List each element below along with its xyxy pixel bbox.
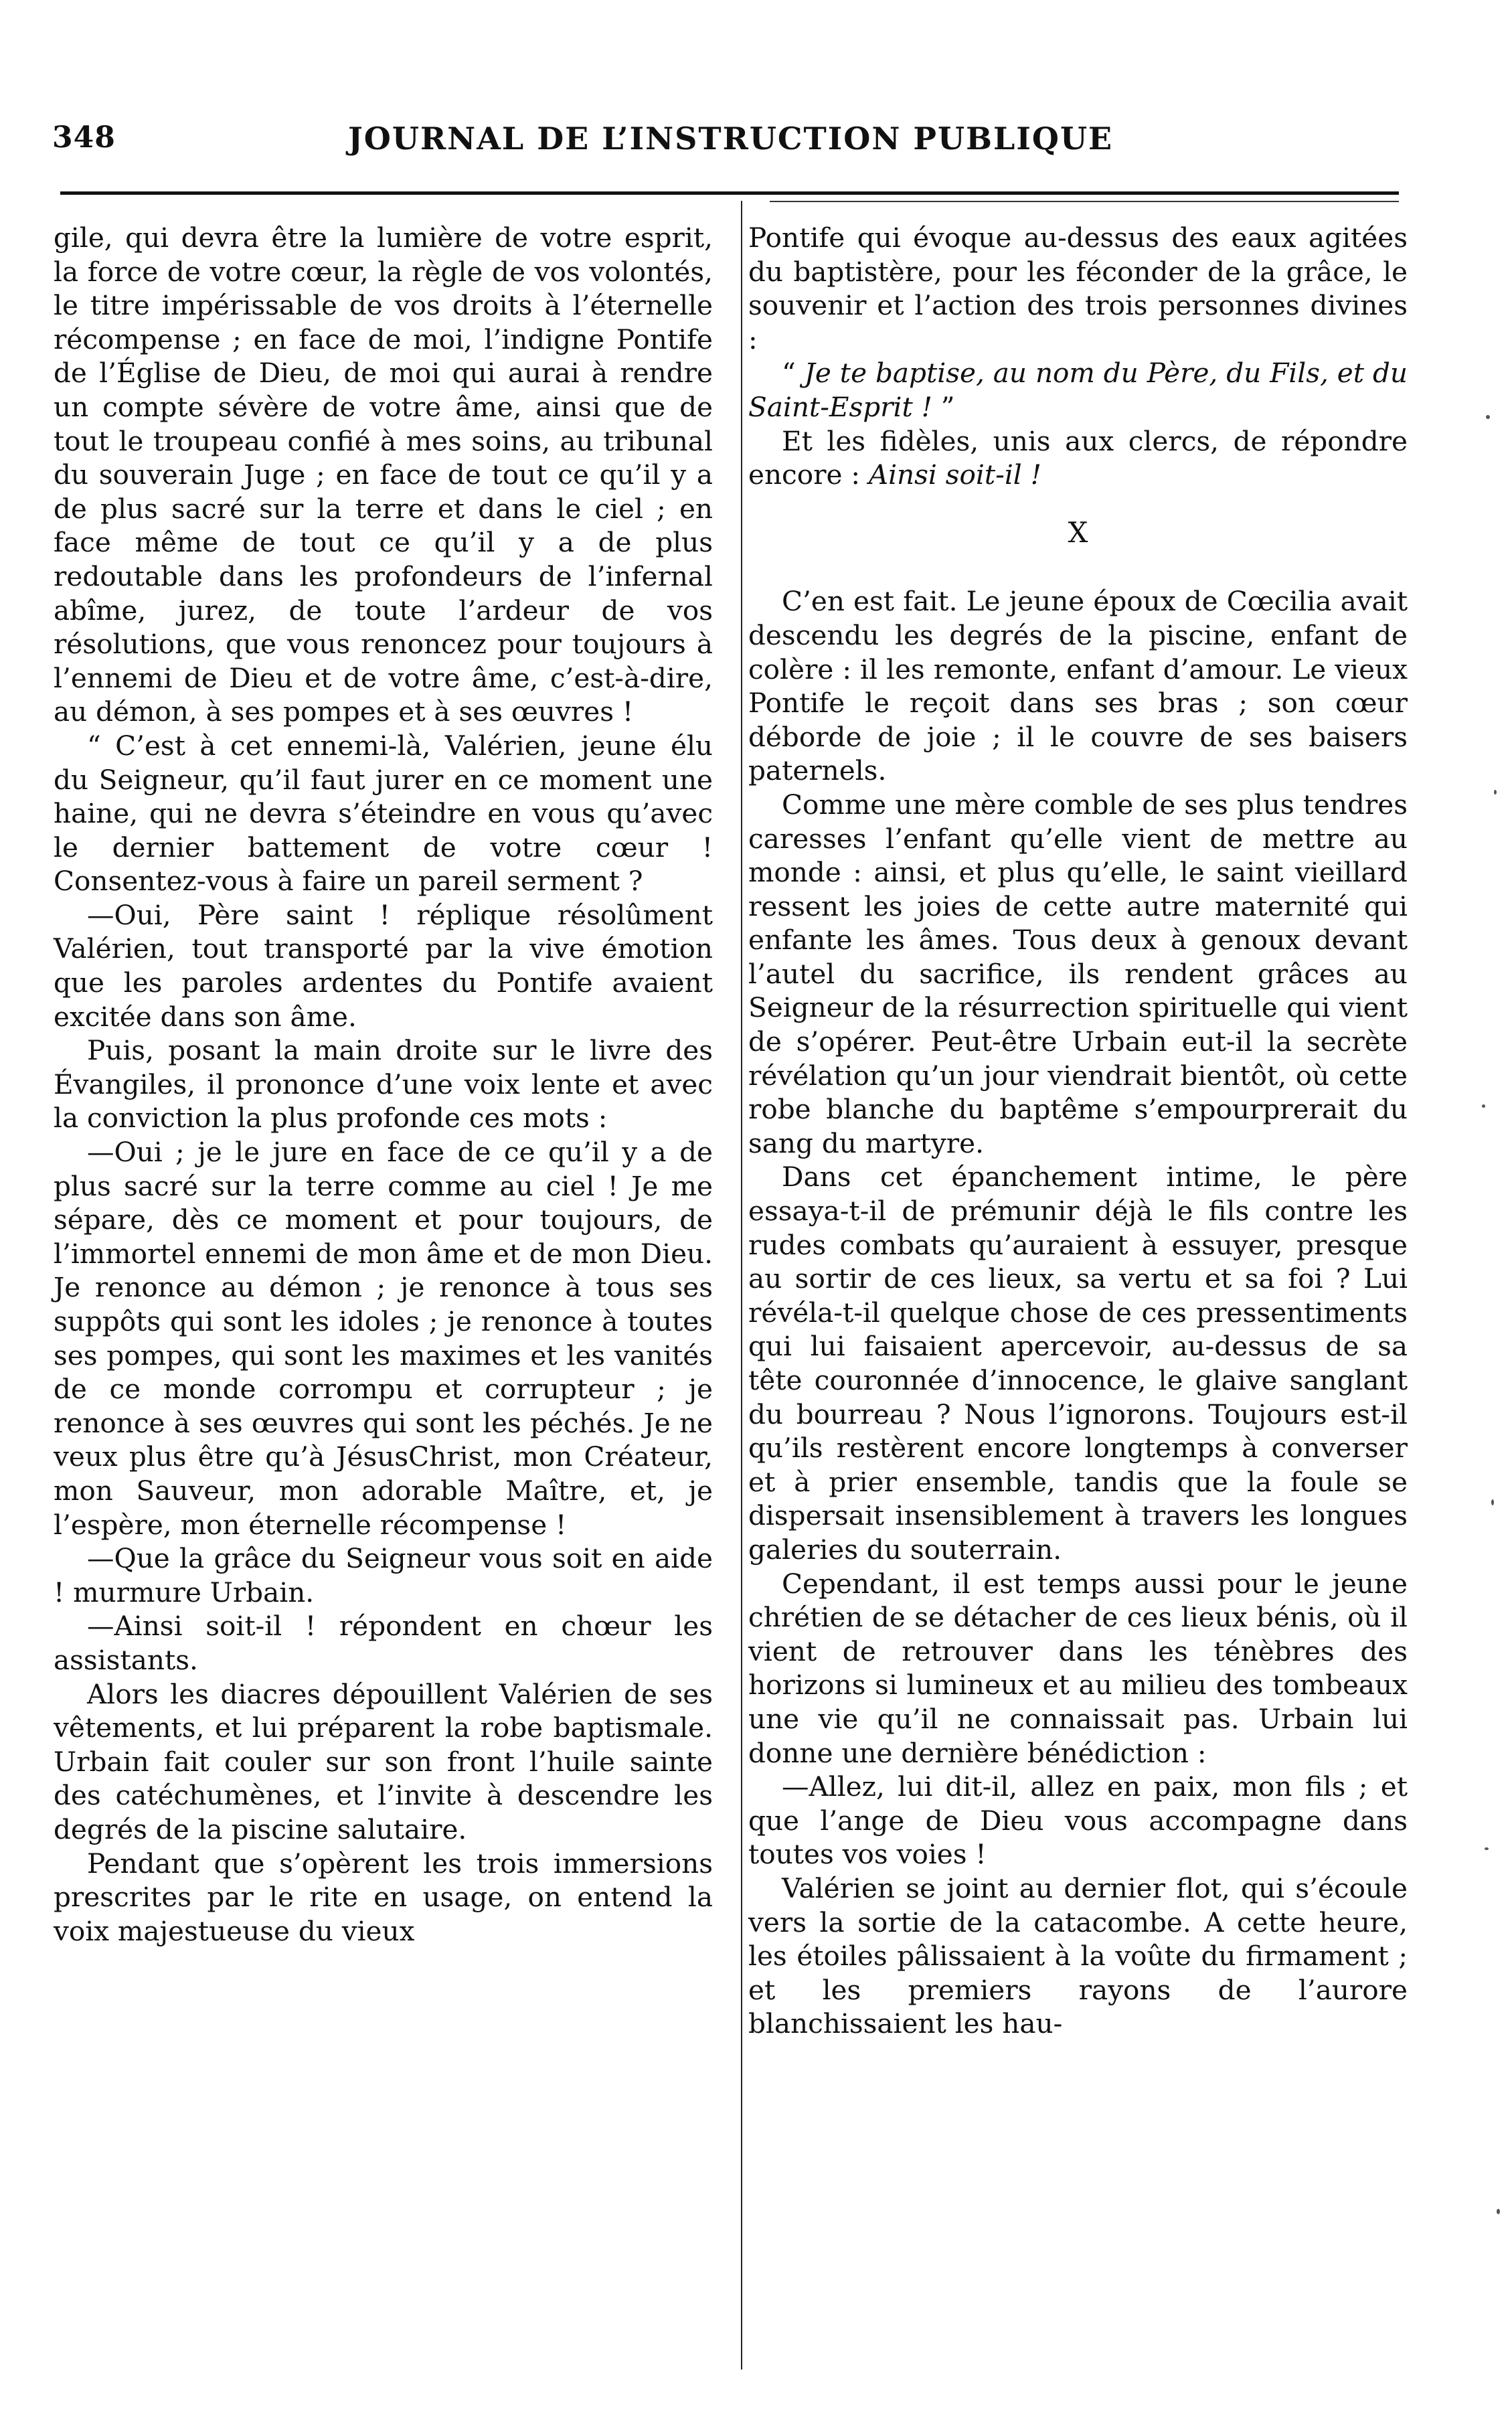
right-paragraph: Comme une mère comble de ses plus tendres caresses l’enfant qu’elle vient de mettre au monde : ainsi, et plus qu’elle, le saint vieillard ressent les joies de cette autre maternité qui enfante les âmes. Tous deux à genoux devant l’autel du sacrifice, ils rendent grâces au Seigneur de la résurrection spirituelle qui vient de s’opérer. Peut-être Urbain eut-il la secrète révélation qu’un jour viendrait bientôt, où cette robe blanche du baptême s’empourprerait du sang du martyre. (748, 788, 1408, 1159)
left-paragraph: Puis, posant la main droite sur le livre des Évangiles, il prononce d’une voix lente et avec la conviction la plus profonde ces mots : (54, 1034, 713, 1135)
right-paragraph: Cependant, il est temps aussi pour le jeune chrétien de se détacher de ces lieux bénis, où il vient de retrouver dans les ténèbres des horizons si lumineux et au milieu des tombeaux une vie qu’il ne connaissait pas. Urbain lui donne une dernière bénédiction : (748, 1567, 1408, 1769)
right-paragraph: —Allez, lui dit-il, allez en paix, mon fils ; et que l’ange de Dieu vous accompagne dans toutes vos voies ! (748, 1770, 1408, 1871)
header-rule-thin (770, 201, 1399, 202)
right-paragraph (748, 424, 1408, 492)
header-rule (60, 191, 1399, 195)
left-paragraph: “ C’est à cet ennemi-là, Valérien, jeune élu du Seigneur, qu’il faut jurer en ce moment une haine, qui ne devra s’éteindre en vous qu’avec le dernier battement de votre cœur ! Consentez-vous à faire un pareil serment ? (54, 729, 713, 898)
left-paragraph: gile, qui devra être la lumière de votre esprit, la force de votre cœur, la règle de vos volontés, le titre impérissable de vos droits à l’éternelle récompense ; en face de moi, l’indigne Pontife de l’Église de Dieu, de moi qui aurai à rendre un compte sévère de votre âme, ainsi que de tout le troupeau confié à mes soins, au tribunal du souverain Juge ; en face de tout ce qu’il y a de plus sacré sur la terre et dans le ciel ; en face même de tout ce qu’il y a de plus redoutable dans les profondeurs de l’infernal abîme, jurez, de toute l’ardeur de vos résolutions, que vous renoncez pour toujours à l’ennemi de Dieu et de votre âme, c’est-à-dire, au démon, à ses pompes et à ses œuvres ! (54, 222, 713, 728)
right-paragraph: Valérien se joint au dernier flot, qui s’écoule vers la sortie de la catacombe. A cette heure, les étoiles pâlissaient à la voûte du firmament ; et les premiers rayons de l’aurore blanchissaient les hau- (748, 1871, 1408, 2040)
right-paragraph: Pontife qui évoque au-dessus des eaux agitées du baptistère, pour les féconder de la grâce, le souvenir et l’action des trois personnes divines : (748, 222, 1408, 355)
quote-close: ” (932, 390, 955, 423)
left-paragraph: Pendant que s’opèrent les trois immersions prescrites par le rite en usage, on entend la voix majestueuse du vieux (54, 1847, 713, 1947)
baptism-formula-text: Je te baptise, au nom du Père, du Fils, et du Saint-Esprit ! (748, 357, 1408, 423)
scan-edge-noise (1473, 0, 1512, 2413)
right-paragraph: Dans cet épanchement intime, le père essaya-t-il de prémunir déjà le fils contre les rudes combats qu’auraient à essuyer, presque au sortir de ces lieux, sa vertu et sa foi ? Lui révéla-t-il quelque chose de ces pressentiments qui lui faisaient apercevoir, au-dessus de sa tête couronnée d’innocence, le glaive sanglant du bourreau ? Nous l’ignorons. Toujours est-il qu’ils restèrent encore longtemps à converser et à prier ensemble, tandis que la foule se dispersait insensiblement à travers les longues galeries du souterrain. (748, 1161, 1408, 1566)
left-paragraph: —Oui ; je le jure en face de ce qu’il y a de plus sacré sur la terre comme au ciel ! Je me sépare, dès ce moment et pour toujours, de l’immortel ennemi de mon âme et de mon Dieu. Je renonce au démon ; je renonce à tous ses suppôts qui sont les idoles ; je renonce à toutes ses pompes, qui sont les maximes et les vanités de ce monde corrompu et corrupteur ; je renonce à ses œuvres qui sont les péchés. Je ne veux plus être qu’à JésusChrist, mon Créateur, mon Sauveur, mon adorable Maître, et, je l’espère, mon éternelle récompense ! (54, 1136, 713, 1541)
running-title: JOURNAL DE L’INSTRUCTION PUBLIQUE (348, 120, 1114, 157)
right-paragraph: C’en est fait. Le jeune époux de Cœcilia avait descendu les degrés de la piscine, enfant de colère : il les remonte, enfant d’amour. Le vieux Pontife le reçoit dans ses bras ; son cœur déborde de joie ; il le couvre de ses baisers paternels. (748, 585, 1408, 787)
right-column (748, 221, 1408, 2041)
left-paragraph: Alors les diacres dépouillent Valérien de ses vêtements, et lui préparent la robe baptismale. Urbain fait couler sur son front l’huile sainte des catéchumènes, et l’invite à descendre les degrés de la piscine salutaire. (54, 1677, 713, 1845)
response-intro: Et les fidèles, unis aux clercs, de répondre encore : (748, 424, 1408, 491)
page-number: 348 (52, 120, 116, 155)
response-text: Ainsi soit-il ! (868, 459, 1041, 491)
left-paragraph: —Ainsi soit-il ! répondent en chœur les assistants. (54, 1610, 713, 1676)
left-paragraph: —Oui, Père saint ! réplique résolûment Valérien, tout transporté par la vive émotion que les paroles ardentes du Pontife avaient excitée dans son âme. (54, 898, 713, 1033)
section-heading: X (1068, 515, 1088, 549)
column-divider (741, 201, 742, 2369)
left-column (54, 221, 713, 1948)
baptism-formula (748, 356, 1408, 424)
left-paragraph: —Que la grâce du Seigneur vous soit en aide ! murmure Urbain. (54, 1542, 713, 1608)
quote-open: “ (782, 357, 805, 390)
